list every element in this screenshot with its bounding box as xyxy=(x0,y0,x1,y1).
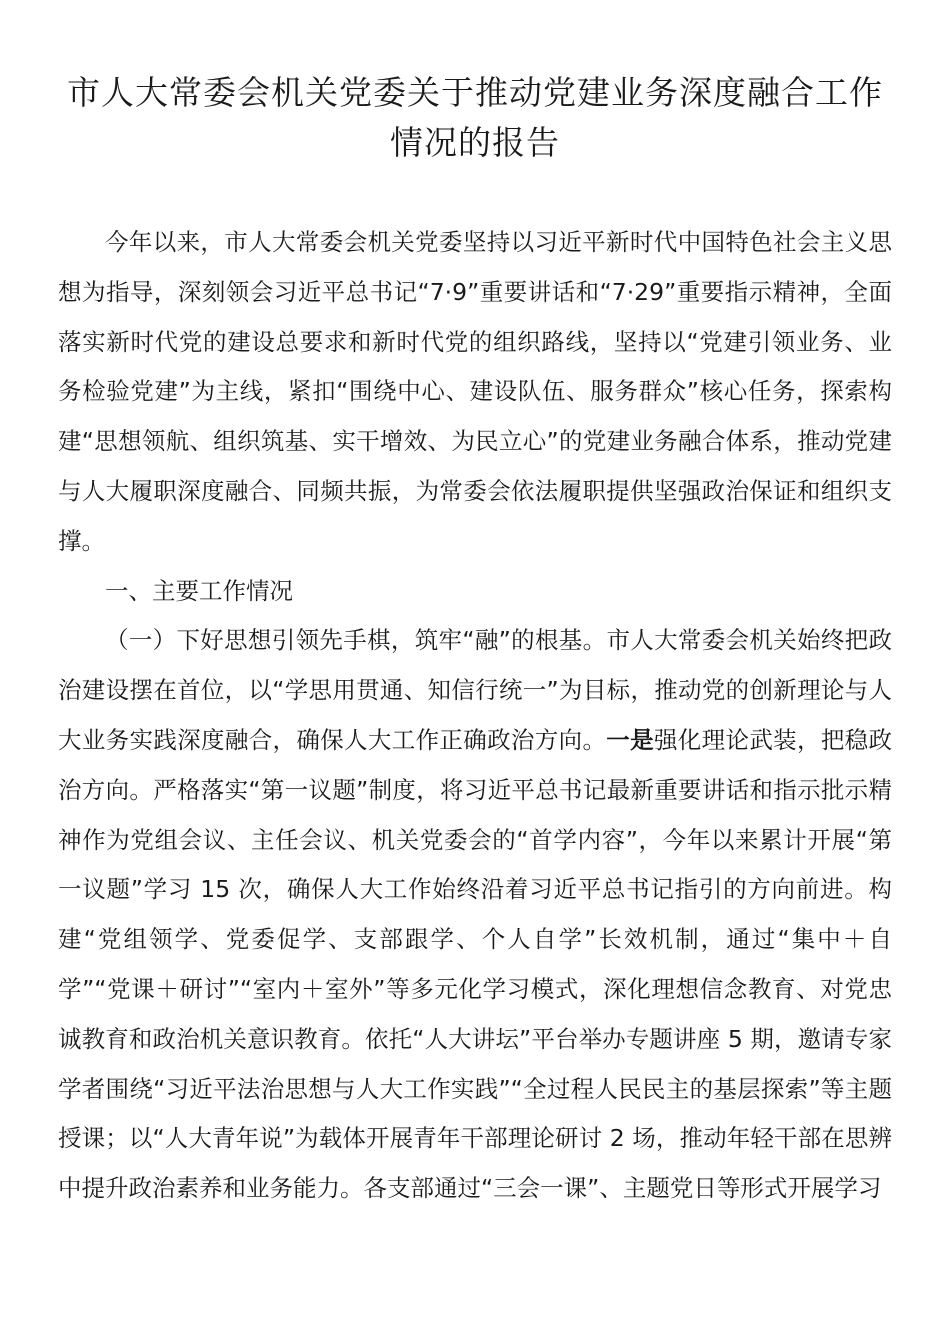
section-heading: 一、主要工作情况 xyxy=(105,576,293,605)
document-title: 市人大常委会机关党委关于推动党建业务深度融合工作情况的报告 xyxy=(67,73,883,162)
subsection-paragraph xyxy=(58,616,892,1214)
intro-paragraph: 今年以来，市人大常委会机关党委坚持以习近平新时代中国特色社会主义思想为指导，深刻领会习近平总书记“7·9”重要讲话和“7·29”重要指示精神，全面落实新时代党的建设总要求和新时代党的组织路线，坚持以“党建引领业务、业务检验党建”为主线，紧扣“围绕中心、建设队伍、服务群众”核心任务，探索构建“思想领航、组织筑基、实干增效、为民立心”的党建业务融合体系，推动党建与人大履职深度融合、同频共振，为常委会依法履职提供坚强政治保证和组织支撑。 xyxy=(58,228,892,555)
subsection-intro-text: （一）下好思想引领先手棋，筑牢“融”的根基。市人大常委会机关始终把政治建设摆在首位，以“学思用贯通、知信行统一”为目标，推动党的创新理论与人大业务实践深度融合，确保人大工作正确政治方向。 xyxy=(58,626,892,754)
subsection-body-text: 强化理论武装，把稳政治方向。严格落实“第一议题”制度，将习近平总书记最新重要讲话和指示批示精神作为党组会议、主任会议、机关党委会的“首学内容”，今年以来累计开展“第一议题”学习 15 次，确保人大工作始终沿着习近平总书记指引的方向前进。构建“党组领学、党委促学、支部跟学、个人自学”长效机制，通过“集中＋自学”“党课＋研讨”“室内＋室外”等多元化学习模式，深化理想信念教育、对党忠诚教育和政治机关意识教育。依托“人大讲坛”平台举办专题讲座 5 期，邀请专家学者围绕“习近平法治思想与人大工作实践”“全过程人民民主的基层探索”等主题授课；以“人大青年说”为载体开展青年干部理论研讨 2 场，推动年轻干部在思辨中提升政治素养和业务能力。各支部通过“三会一课”、主题党日等形式开展学习 xyxy=(58,725,893,1203)
bold-marker: 一是 xyxy=(606,725,654,754)
document-body xyxy=(58,218,892,1214)
